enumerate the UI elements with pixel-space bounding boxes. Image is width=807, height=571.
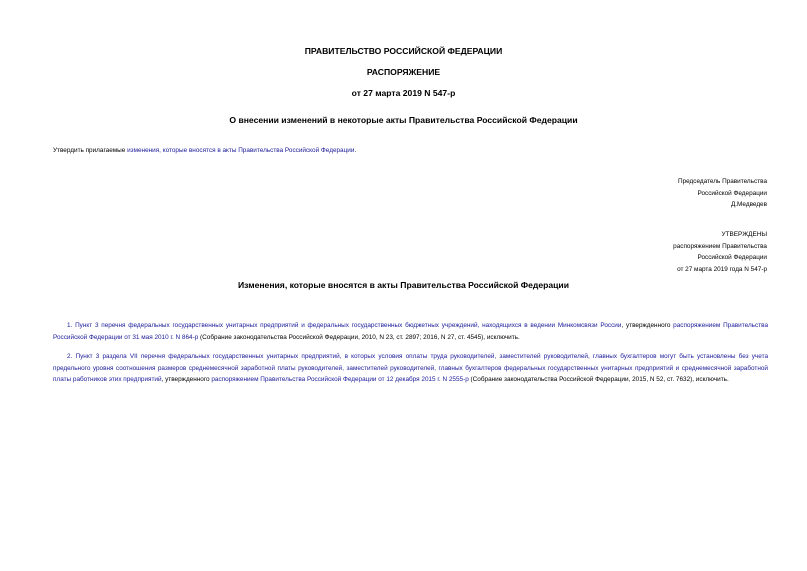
para2-text-2: (Собрание законодательства Российской xyxy=(468,376,594,383)
signature-position-2: Российской Федерации xyxy=(697,189,767,197)
changes-link[interactable]: изменения, которые вносятся в акты Правительства Российской Федерации xyxy=(127,147,355,154)
paragraph-1 xyxy=(53,320,768,343)
intro-suffix: . xyxy=(354,147,357,154)
approval-by: распоряжением Правительства xyxy=(673,242,767,250)
para2-list-link-end[interactable]: среднемесячной заработной платы работников этих предприятий xyxy=(53,364,769,383)
signature-name: Д.Медведев xyxy=(730,201,767,208)
paragraph-2 xyxy=(53,351,768,386)
para1-order-link-cont[interactable]: Правительства Российской Федерации от 31 мая 2010 г. N 864-р xyxy=(53,322,768,341)
approval-date: от 27 марта 2019 года N 547-р xyxy=(677,265,767,273)
document-date-number: от 27 марта 2019 N 547-р xyxy=(351,88,456,98)
approval-block xyxy=(673,229,767,275)
para1-text-1: , утвержденного xyxy=(621,322,674,329)
intro-prefix: Утвердить прилагаемые xyxy=(53,147,128,154)
para1-order-link[interactable]: распоряжением xyxy=(673,322,721,329)
approval-authority: Российской Федерации xyxy=(697,254,767,261)
signature-position: Председатель Правительства xyxy=(678,178,767,185)
para2-text-1: , утвержденного xyxy=(161,376,212,383)
para2-text-3: Федерации, 2015, N 52, ст. 7632), исключить. xyxy=(595,376,729,383)
document-type: РАСПОРЯЖЕНИЕ xyxy=(366,67,441,77)
signature-block xyxy=(678,176,767,211)
government-heading: ПРАВИТЕЛЬСТВО РОССИЙСКОЙ ФЕДЕРАЦИИ xyxy=(304,46,503,56)
para1-text-2: (Собрание законодательства Российской Федерации, 2010, N 23, ст. 2897; 2016, N 27, ст. 4545), исключить. xyxy=(198,333,520,341)
para2-list-link-cont[interactable]: без учета предельного уровня соотношения размеров среднемесячной заработной платы руководителей, заместителей руководителей, главных бухгалтеров федеральных государственных унитарных предприятий и xyxy=(53,353,769,372)
approval-label: УТВЕРЖДЕНЫ xyxy=(721,231,767,238)
para1-list-link[interactable]: 1. Пункт 3 перечня федеральных государственных унитарных предприятий и федеральных государственных бюджетных учреждений, находящихся в ведении Минкомсвязи России xyxy=(67,322,622,329)
changes-title: Изменения, которые вносятся в акты Правительства Российской Федерации xyxy=(237,280,569,290)
intro-paragraph xyxy=(53,147,356,154)
document-title: О внесении изменений в некоторые акты Правительства Российской Федерации xyxy=(229,115,578,125)
para2-order-link[interactable]: распоряжением Правительства Российской Федерации от 12 декабря 2015 г. N 2555-р xyxy=(211,376,469,383)
para2-list-link[interactable]: 2. Пункт 3 раздела VII перечня федеральных государственных унитарных предприятий, в которых условия оплаты труда руководителей, заместителей руководителей, главных бухгалтеров могут быть установлены xyxy=(67,353,736,360)
